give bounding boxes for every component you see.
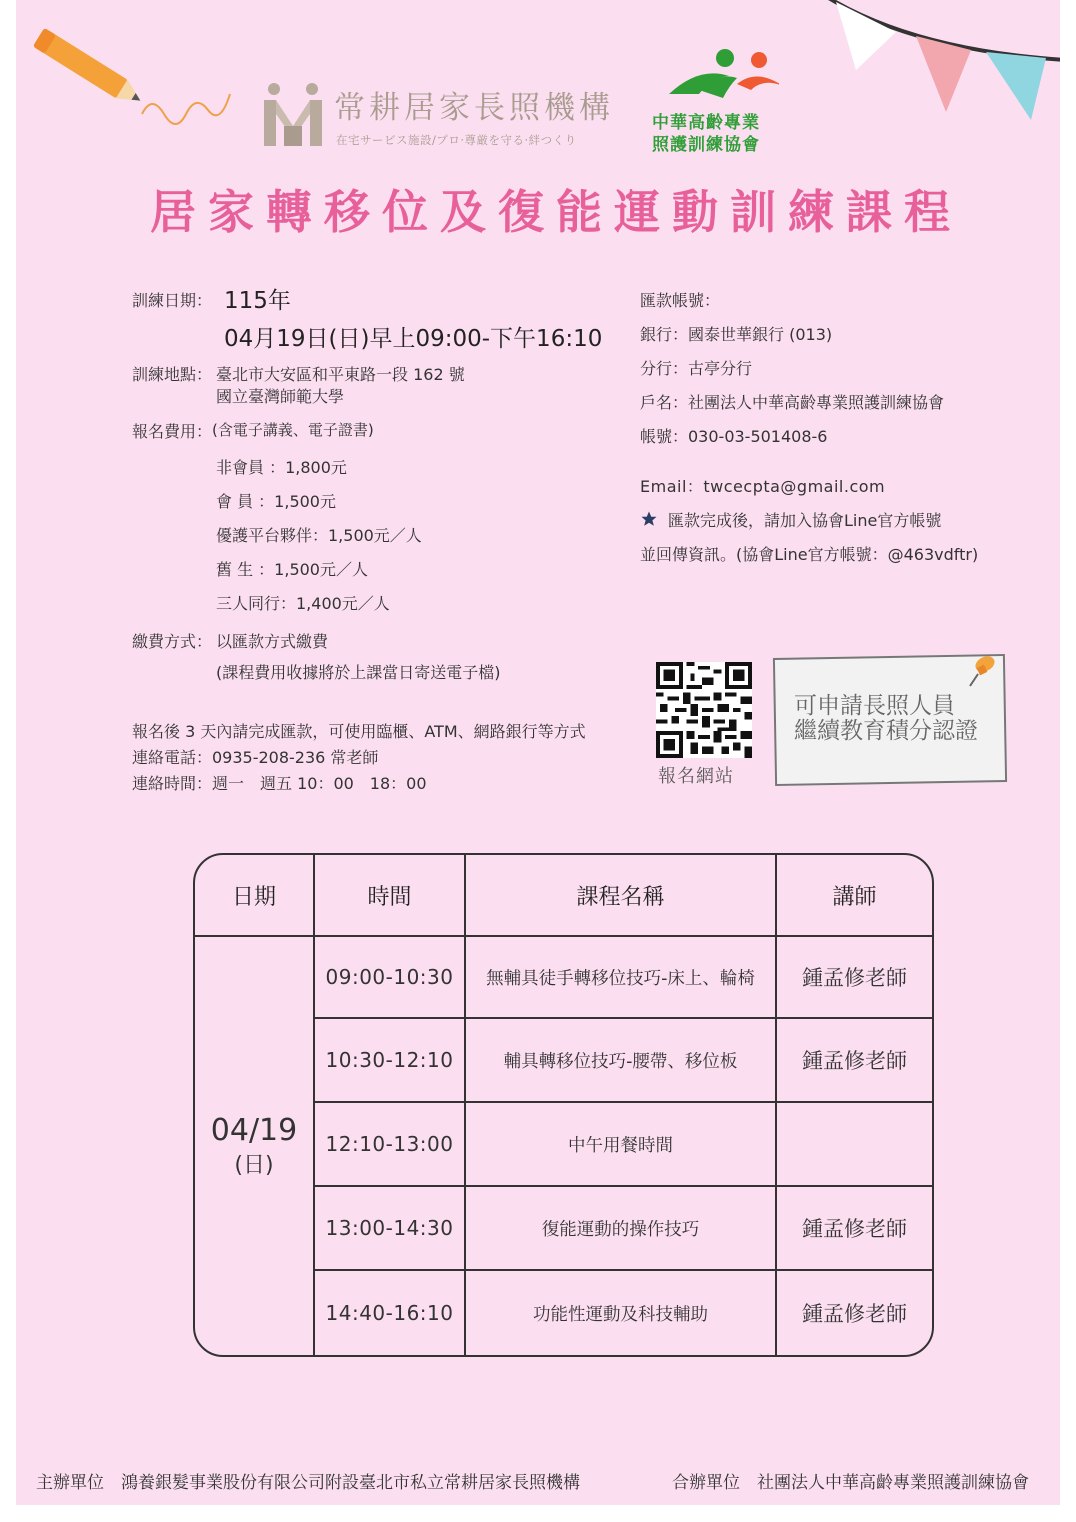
brand-subtitle: 在宅サービス施設/プロ·尊厳を守る·絆つくり	[336, 133, 577, 147]
fee-item: 非會員 ：1,800元	[216, 458, 347, 477]
fee-note: (含電子講義、電子證書)	[212, 421, 374, 439]
email: Email：twcecpta@gmail.com	[640, 477, 886, 496]
brand-name: 常耕居家長照機構	[334, 90, 614, 126]
contact-phone: 連絡電話：0935-208-236 常老師	[132, 748, 379, 767]
row-time: 14:40-16:10	[325, 1301, 454, 1325]
row-course: 復能運動的操作技巧	[541, 1219, 700, 1240]
bank-label: 匯款帳號：	[640, 291, 721, 310]
fee-item: 會 員 ：1,500元	[216, 492, 336, 511]
association-logo-icon	[659, 46, 779, 110]
schedule-table	[193, 853, 934, 1357]
bunting-decoration	[796, 0, 1060, 140]
header-lecturer: 講師	[832, 884, 877, 910]
credit-note-text: 可申請長照人員 繼續教育積分認證	[794, 693, 978, 744]
date-label: 訓練日期：	[132, 291, 213, 310]
pencil-icon	[30, 28, 240, 128]
payment-note: (課程費用收據將於上課當日寄送電子檔)	[216, 663, 501, 682]
fee-item: 三人同行：1,400元／人	[216, 594, 390, 613]
header-date: 日期	[231, 884, 276, 910]
payment-label: 繳費方式：	[132, 632, 213, 651]
footer-co-organizer: 合辦單位 社團法人中華高齡專業照護訓練協會	[672, 1473, 1029, 1493]
qr-code-icon[interactable]	[656, 662, 752, 758]
row-time: 09:00-10:30	[325, 965, 454, 989]
row-course: 功能性運動及科技輔助	[533, 1304, 708, 1325]
row-time: 10:30-12:10	[325, 1048, 454, 1072]
line-note-2: 並回傳資訊。(協會Line官方帳號：@463vdftr)	[640, 545, 979, 564]
payment-method: 以匯款方式繳費	[216, 632, 329, 651]
fee-item: 舊 生 ：1,500元／人	[216, 560, 368, 579]
flyer-page	[16, 0, 1060, 1505]
row-course: 中午用餐時間	[568, 1135, 673, 1156]
location-line1: 臺北市大安區和平東路一段 162 號	[216, 365, 465, 384]
association-name: 中華高齡專業 照護訓練協會	[652, 113, 760, 155]
bank-branch: 分行：古亭分行	[640, 359, 753, 378]
fee-label: 報名費用：	[132, 422, 213, 441]
location-label: 訓練地點：	[132, 365, 213, 384]
remit-deadline: 報名後 3 天內請完成匯款，可使用臨櫃、ATM、網路銀行等方式	[132, 722, 586, 741]
header-time: 時間	[367, 884, 412, 910]
row-lecturer: 鍾孟修老師	[802, 1302, 907, 1326]
row-lecturer: 鍾孟修老師	[802, 1049, 907, 1073]
pushpin-icon	[964, 652, 998, 688]
training-year: 115年	[224, 288, 291, 314]
row-course: 無輔具徒手轉移位技巧-床上、輪椅	[486, 968, 755, 989]
account-number: 帳號：030-03-501408-6	[640, 427, 828, 446]
footer-organizer: 主辦單位 鴻養銀髮事業股份有限公司附設臺北市私立常耕居家長照機構	[36, 1473, 580, 1493]
row-lecturer: 鍾孟修老師	[802, 1217, 907, 1241]
header-course: 課程名稱	[576, 884, 665, 910]
schedule-date: 04/19 (日)	[210, 1113, 298, 1178]
row-lecturer	[777, 1103, 932, 1185]
account-name: 戶名：社團法人中華高齡專業照護訓練協會	[640, 393, 945, 412]
bank-name: 銀行：國泰世華銀行 (013)	[640, 325, 833, 344]
page-title: 居家轉移位及復能運動訓練課程	[150, 185, 962, 239]
contact-hours: 連絡時間：週一 週五 10：00 18：00	[132, 774, 427, 793]
star-icon	[640, 510, 658, 528]
row-time: 12:10-13:00	[325, 1132, 454, 1156]
row-course: 輔具轉移位技巧-腰帶、移位板	[503, 1051, 738, 1072]
line-note-1: 匯款完成後，請加入協會Line官方帳號	[668, 511, 942, 530]
fee-item: 優護平台夥伴：1,500元／人	[216, 526, 422, 545]
row-lecturer: 鍾孟修老師	[802, 966, 907, 990]
training-datetime: 04月19日(日)早上09:00-下午16:10	[224, 326, 603, 352]
row-time: 13:00-14:30	[325, 1216, 454, 1240]
brand-logo-icon	[260, 80, 326, 150]
location-line2: 國立臺灣師範大學	[216, 387, 345, 406]
qr-label: 報名網站	[658, 766, 734, 787]
